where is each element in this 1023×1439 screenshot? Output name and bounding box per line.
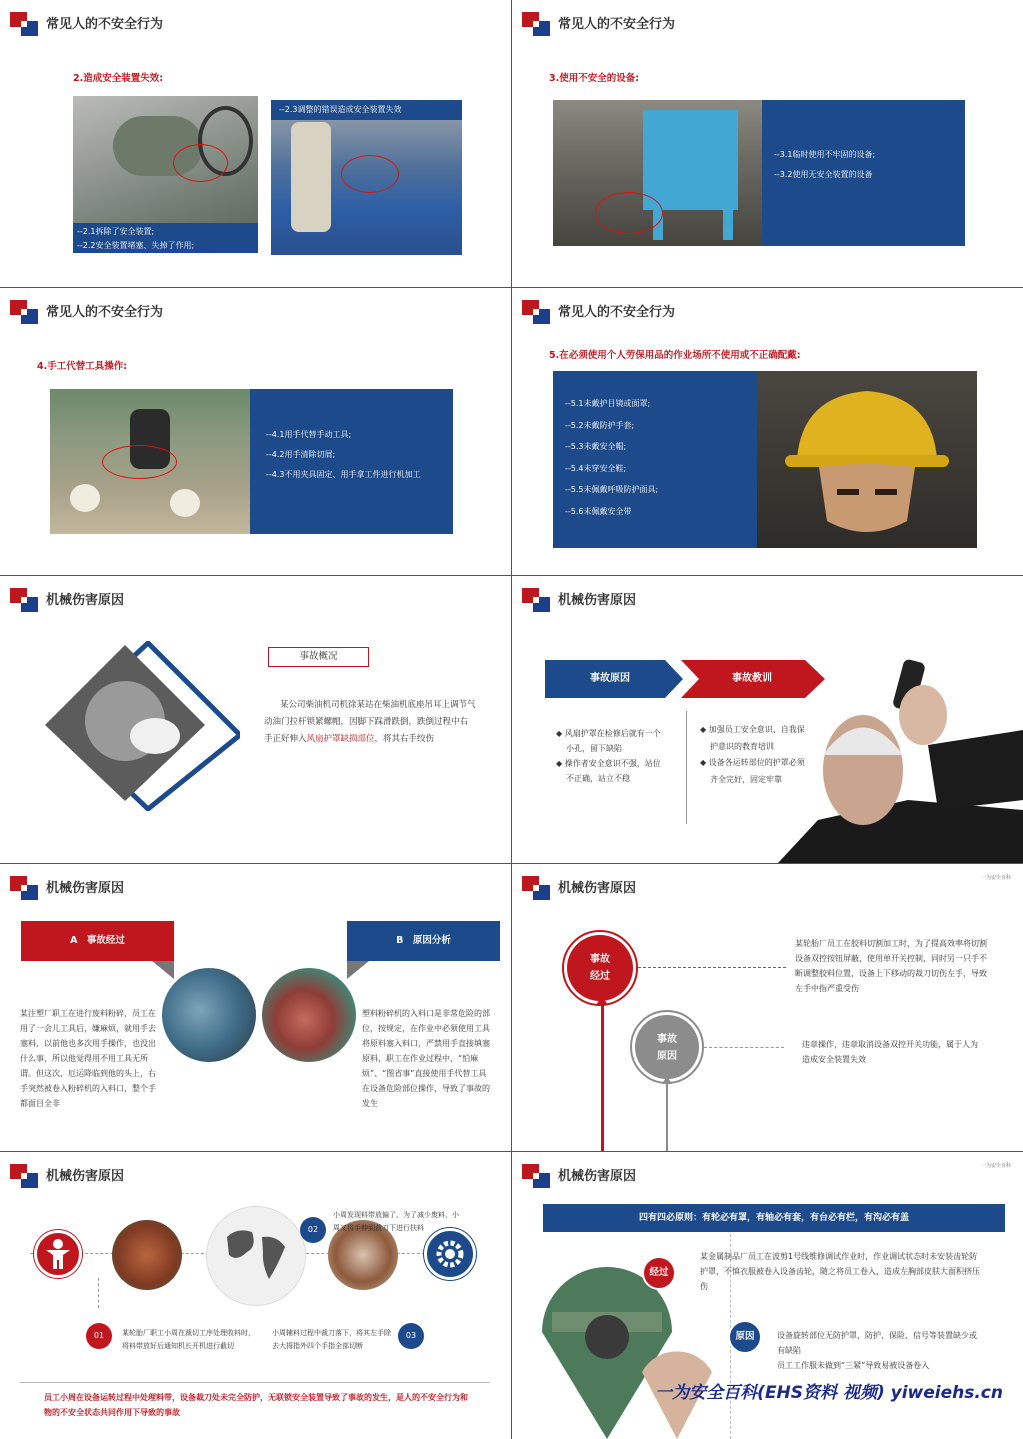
process-text: 某金属制品厂员工在波剪1号线维修调试作业时，作业调试状态时未安装齿轮防护罩，不慎衣服被卷入设备齿轮，随之将员工卷入，造成左胸部皮肤大面积挤压伤 bbox=[700, 1252, 980, 1291]
overview-label: 事故概况 bbox=[268, 647, 369, 667]
caption-line: --2.1拆除了安全装置; bbox=[77, 227, 155, 236]
principle-banner: 四有四必原则：有轮必有罩，有轴必有套，有台必有栏，有沟必有盖 bbox=[543, 1204, 1005, 1232]
cause-text: 设备旋转部位无防护罩，防护、保险、信号等装置缺少或有缺陷 员工工作服未做到“三紧”导致易被设备卷入 bbox=[777, 1331, 977, 1370]
list-item: --3.1临时使用不牢固的设备; bbox=[774, 150, 876, 159]
cause-arrow-label: 事故原因 bbox=[590, 673, 630, 684]
helmet-icon bbox=[757, 371, 977, 548]
caption-line: --2.3调整的错误造成安全装置失效 bbox=[271, 100, 462, 120]
slide-title: 机械伤害原因 bbox=[46, 881, 125, 896]
surgery-photo bbox=[162, 968, 256, 1062]
grinder-photo bbox=[73, 96, 258, 253]
equipment-photo bbox=[553, 100, 762, 246]
slide-title: 常见人的不安全行为 bbox=[558, 305, 676, 320]
items-box bbox=[250, 389, 453, 534]
slide-heading: 2.造成安全装置失效: bbox=[73, 73, 164, 84]
logo-icon bbox=[522, 300, 550, 324]
slide-6 bbox=[512, 576, 1023, 863]
connector bbox=[704, 1047, 784, 1048]
caption-line: --2.2安全装置堵塞、失掉了作用; bbox=[77, 241, 195, 250]
step-badge: 02 bbox=[300, 1217, 326, 1243]
divider bbox=[20, 1382, 490, 1383]
list-item: --5.3未戴安全帽; bbox=[565, 442, 627, 451]
helmet-photo bbox=[757, 371, 977, 548]
injury-diamond-image bbox=[40, 641, 240, 811]
divider bbox=[686, 711, 687, 824]
overview-body: 某公司柴油机司机徐某站在柴油机底座吊耳上调节气动油门拉杆锁紧螺帽，因脚下踩滑跌倒，跌倒过程中右手正好伸入风扇护罩缺损部位，将其右手绞伤 bbox=[264, 700, 476, 744]
items-box bbox=[553, 371, 757, 548]
slide-title: 常见人的不安全行为 bbox=[558, 17, 676, 32]
list-item: --3.2使用无安全装置的设备 bbox=[774, 170, 873, 179]
analysis-text: 塑料粉碎机的入料口是非常危险的部位，按规定，在作业中必须使用工具将原料塞入料口，严禁用手直接填塞原料，职工在作业过程中，“怕麻烦”、“图省事”直接使用手代替工具在设备危险部位操作，导致了事故的发生 bbox=[362, 1009, 490, 1108]
circle-label: 事故 bbox=[590, 954, 610, 965]
items-box bbox=[762, 100, 965, 246]
slide-title: 机械伤害原因 bbox=[46, 1169, 125, 1184]
slide-title: 机械伤害原因 bbox=[558, 881, 637, 896]
grid-divider bbox=[0, 863, 1023, 864]
slide-8 bbox=[512, 864, 1023, 1151]
list-item: --5.2未戴防护手套; bbox=[565, 420, 635, 430]
slide-heading: 3.使用不安全的设备: bbox=[549, 73, 640, 84]
tab-fold bbox=[347, 961, 369, 979]
logo-icon bbox=[10, 588, 38, 612]
grid-divider bbox=[511, 0, 512, 1439]
summary-text: 员工小周在设备运转过程中处理料带，设备裁刀处未完全防护，无联锁安全装置导致了事故的发生，是人的不安全行为和物的不安全状态共同作用下导致的事故 bbox=[44, 1393, 468, 1417]
list-item: --5.6未佩戴安全带 bbox=[565, 506, 632, 516]
process-circle bbox=[562, 930, 638, 1006]
connector bbox=[98, 1278, 99, 1308]
cause-circle bbox=[630, 1010, 704, 1084]
slide-title: 机械伤害原因 bbox=[46, 593, 125, 608]
list-item: --5.1未戴护目镜或面罩; bbox=[565, 399, 651, 408]
circle-label: 事故 bbox=[657, 1034, 677, 1045]
lesson-arrow-label: 事故教训 bbox=[732, 673, 772, 684]
person-icon bbox=[34, 1230, 82, 1278]
process-text: 某轮胎厂员工在胶料切割加工时，为了提高效率将切割设备双控按钮屏蔽，使用单开关控制，同时另一只手不断调整胶料位置，设备上下移动的裁刀切伤左手，导致左手中指严重受伤 bbox=[795, 939, 987, 993]
slide-title: 常见人的不安全行为 bbox=[46, 305, 164, 320]
list-item: --5.5未佩戴呼吸防护面具; bbox=[565, 485, 659, 494]
timeline-red bbox=[601, 1001, 604, 1151]
machine-photo bbox=[271, 100, 462, 255]
tab-a: A 事故经过 bbox=[21, 921, 174, 961]
step-text: 某轮胎厂职工小周在裁切工序处理收料时，将料带放好后通知机长开机进行截切 bbox=[122, 1329, 255, 1350]
list-item: --4.1用手代替手动工具; bbox=[266, 430, 352, 439]
circle-label: 经过 bbox=[590, 971, 610, 982]
slide-4 bbox=[512, 288, 1023, 575]
list-item: --4.2用手清除切屑; bbox=[266, 450, 336, 459]
slide-heading: 4.手工代替工具操作: bbox=[37, 361, 128, 372]
step-badge: 03 bbox=[398, 1323, 424, 1349]
cause-list: ◆ 风扇护罩在检修后就有一个小孔，留下缺陷 ◆ 操作者安全意识不强，站位不正确，站立不稳 bbox=[556, 729, 661, 783]
watermark: 一为安全百科(EHS资料 视频) yiweiehs.cn bbox=[655, 1383, 1003, 1403]
logo-icon bbox=[522, 876, 550, 900]
slide-title: 机械伤害原因 bbox=[558, 1169, 637, 1184]
logo-icon bbox=[522, 1164, 550, 1188]
injury-photo bbox=[262, 968, 356, 1062]
list-item: --4.3不用夹具固定、用手拿工件进行机加工 bbox=[266, 470, 421, 479]
circle-label: 原因 bbox=[657, 1051, 677, 1062]
step-text: 小周发现料带放偏了，为了减少废料，小周又将手伸到裁刀下进行扶料 bbox=[333, 1211, 459, 1232]
slide-3 bbox=[0, 288, 511, 575]
teardrop-photo bbox=[542, 1252, 712, 1439]
slide-5 bbox=[0, 576, 511, 863]
slide-title: 常见人的不安全行为 bbox=[46, 17, 164, 32]
grid-divider bbox=[0, 287, 1023, 288]
slide-7 bbox=[0, 864, 511, 1151]
worker-photo bbox=[50, 389, 250, 534]
tab-fold bbox=[152, 961, 174, 979]
logo-icon bbox=[10, 300, 38, 324]
step-badge: 01 bbox=[86, 1323, 112, 1349]
step-text: 小周辅料过程中裁刀落下，将其左手除去大拇指外四个手指全部切断 bbox=[272, 1329, 391, 1350]
brand-small: 一为安全百科 bbox=[980, 875, 1011, 881]
logo-icon bbox=[10, 12, 38, 36]
slide-9 bbox=[0, 1152, 511, 1439]
slide-title: 机械伤害原因 bbox=[558, 593, 637, 608]
cause-badge: 原因 bbox=[728, 1320, 762, 1354]
connector bbox=[638, 967, 786, 968]
slide-2 bbox=[512, 0, 1023, 287]
grid-divider bbox=[0, 575, 1023, 576]
machine-photo bbox=[112, 1220, 182, 1290]
timeline-gray bbox=[666, 1079, 668, 1151]
logo-icon bbox=[10, 1164, 38, 1188]
slide-1 bbox=[0, 0, 511, 287]
logo-icon bbox=[522, 12, 550, 36]
man-binocular-photo bbox=[778, 650, 1023, 863]
logo-icon bbox=[522, 588, 550, 612]
cause-text: 违章操作，违章取消设备双控开关功能，属于人为造成安全装置失效 bbox=[802, 1040, 978, 1064]
brand-small: 一为安全百科 bbox=[980, 1163, 1011, 1169]
case-text: 某注塑厂职工在进行废料粉碎，员工在用了一会儿工具后，嫌麻烦，就用手去塞料，以前他也多次用手操作，也没出什么事，所以他觉得用不用工具无所谓。但这次，厄运降临到他的头上，右手突然被卷入粉碎机的入料口，整个手都面目全非 bbox=[20, 1009, 156, 1108]
gear-icon bbox=[424, 1228, 476, 1280]
logo-icon bbox=[10, 876, 38, 900]
slide-heading: 5.在必须使用个人劳保用品的作业场所不使用或不正确配戴: bbox=[549, 350, 801, 361]
list-item: --5.4未穿安全鞋; bbox=[565, 463, 627, 473]
tab-b: B 原因分析 bbox=[347, 921, 500, 961]
grid-divider bbox=[0, 1151, 1023, 1152]
globe-icon bbox=[206, 1206, 306, 1306]
process-badge: 经过 bbox=[642, 1256, 676, 1290]
lesson-list: ◆ 加强员工安全意识、自我保护意识的教育培训 ◆ 设备各运转部位的护罩必须齐全完好，固定牢靠 bbox=[700, 725, 805, 784]
